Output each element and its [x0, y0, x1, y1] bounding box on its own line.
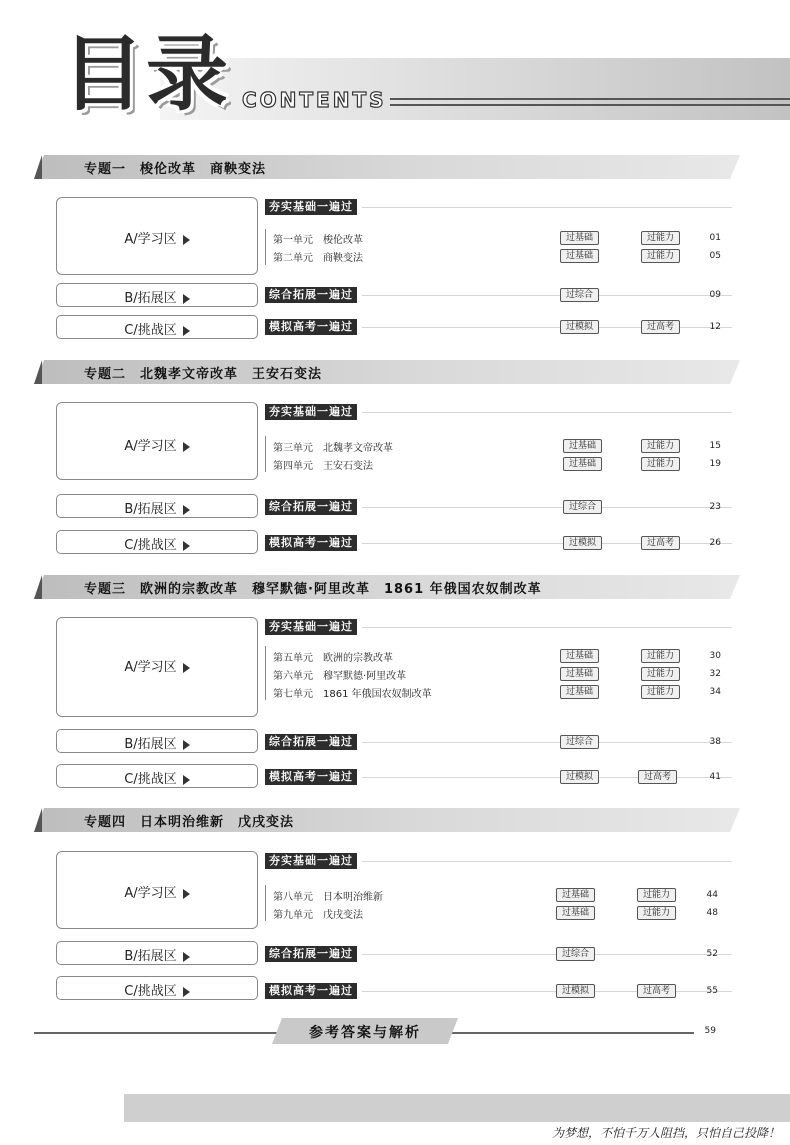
tag-foundation: 夯实基础一遍过 — [265, 404, 357, 420]
unit-bracket — [265, 885, 269, 921]
zone-label-c: C/挑战区 — [57, 768, 257, 787]
pill-nengli[interactable]: 过能力 — [641, 667, 680, 681]
tag-extension: 综合拓展一遍过 — [265, 734, 357, 750]
pill-gaokao[interactable]: 过高考 — [641, 536, 680, 550]
pill-jichu[interactable]: 过基础 — [556, 888, 595, 902]
topic-heading-2 — [34, 360, 740, 384]
unit-name[interactable]: 第二单元 商鞅变法 — [273, 253, 363, 264]
arrow-right-icon — [183, 987, 190, 997]
divider — [362, 742, 732, 743]
arrow-right-icon — [183, 442, 190, 452]
topic-title: 专题四 日本明治维新 戊戌变法 — [84, 815, 295, 830]
zone-c-box[interactable] — [56, 315, 258, 339]
zone-label-c: C/挑战区 — [57, 319, 257, 338]
page-subtitle: CONTENTS — [242, 88, 387, 112]
pill-nengli[interactable]: 过能力 — [641, 649, 680, 663]
zone-a-box[interactable] — [56, 851, 258, 929]
pill-gaokao[interactable]: 过高考 — [637, 984, 676, 998]
page-title: 目录 — [62, 27, 231, 122]
pill-jichu[interactable]: 过基础 — [560, 667, 599, 681]
page-number: 34 — [709, 687, 721, 697]
arrow-right-icon — [183, 326, 190, 336]
unit-name[interactable]: 第四单元 王安石变法 — [273, 461, 373, 472]
answers-title[interactable]: 参考答案与解析 — [309, 1025, 421, 1041]
pill-moni[interactable]: 过模拟 — [556, 984, 595, 998]
arrow-right-icon — [183, 663, 190, 673]
pill-zonghe[interactable]: 过综合 — [560, 288, 599, 302]
unit-name[interactable]: 第八单元 日本明治维新 — [273, 892, 383, 903]
tag-exam: 模拟高考一遍过 — [265, 535, 357, 551]
pill-moni[interactable]: 过模拟 — [560, 770, 599, 784]
arrow-right-icon — [183, 294, 190, 304]
header — [0, 0, 790, 130]
pill-gaokao[interactable]: 过高考 — [641, 320, 680, 334]
pill-jichu[interactable]: 过基础 — [563, 457, 602, 471]
unit-bracket — [265, 646, 269, 700]
unit-name[interactable]: 第五单元 欧洲的宗教改革 — [273, 653, 393, 664]
header-rule — [390, 104, 790, 106]
pill-nengli[interactable]: 过能力 — [641, 231, 680, 245]
footer-motto: 为梦想，不怕千万人阻挡，只怕自己投降！ — [551, 1126, 780, 1140]
pill-zonghe[interactable]: 过综合 — [560, 735, 599, 749]
header-rule — [390, 98, 790, 100]
pill-jichu[interactable]: 过基础 — [556, 906, 595, 920]
page-number: 52 — [706, 949, 718, 959]
tag-exam: 模拟高考一遍过 — [265, 319, 357, 335]
tag-foundation: 夯实基础一遍过 — [265, 619, 357, 635]
pill-moni[interactable]: 过模拟 — [563, 536, 602, 550]
page-number: 55 — [706, 986, 718, 996]
page-number: 48 — [706, 908, 718, 918]
tag-foundation: 夯实基础一遍过 — [265, 853, 357, 869]
zone-label-c: C/挑战区 — [57, 534, 257, 553]
page-number: 23 — [709, 502, 721, 512]
arrow-right-icon — [183, 775, 190, 785]
pill-zonghe[interactable]: 过综合 — [556, 947, 595, 961]
page-number: 12 — [709, 322, 721, 332]
zone-b-box[interactable] — [56, 729, 258, 753]
tag-exam: 模拟高考一遍过 — [265, 983, 357, 999]
pill-nengli[interactable]: 过能力 — [641, 457, 680, 471]
unit-bracket — [265, 436, 269, 472]
page-number: 01 — [709, 233, 721, 243]
page-number: 30 — [709, 651, 721, 661]
zone-c-box[interactable] — [56, 530, 258, 554]
topic-title: 专题二 北魏孝文帝改革 王安石变法 — [84, 367, 323, 382]
divider — [362, 954, 732, 955]
pill-jichu[interactable]: 过基础 — [560, 249, 599, 263]
arrow-right-icon — [183, 952, 190, 962]
zone-label-a: A/学习区 — [57, 656, 257, 675]
topic-title: 专题一 梭伦改革 商鞅变法 — [84, 162, 267, 177]
page-number: 09 — [709, 290, 721, 300]
zone-b-box[interactable] — [56, 283, 258, 307]
topic-heading-1 — [34, 155, 740, 179]
divider — [362, 991, 732, 992]
zone-label-b: B/拓展区 — [57, 498, 257, 517]
divider — [362, 627, 732, 628]
arrow-right-icon — [183, 740, 190, 750]
pill-nengli[interactable]: 过能力 — [641, 685, 680, 699]
zone-label-b: B/拓展区 — [57, 945, 257, 964]
zone-a-box[interactable] — [56, 402, 258, 480]
zone-b-box[interactable] — [56, 494, 258, 518]
pill-jichu[interactable]: 过基础 — [560, 649, 599, 663]
pill-jichu[interactable]: 过基础 — [563, 439, 602, 453]
tag-foundation: 夯实基础一遍过 — [265, 199, 357, 215]
unit-name[interactable]: 第一单元 梭伦改革 — [273, 235, 363, 246]
zone-b-box[interactable] — [56, 941, 258, 965]
pill-moni[interactable]: 过模拟 — [560, 320, 599, 334]
tag-extension: 综合拓展一遍过 — [265, 946, 357, 962]
page-number: 38 — [709, 737, 721, 747]
divider — [362, 412, 732, 413]
page-number: 44 — [706, 890, 718, 900]
footer-band — [124, 1094, 790, 1122]
unit-name[interactable]: 第七单元 1861 年俄国农奴制改革 — [273, 689, 432, 700]
page-number: 05 — [709, 251, 721, 261]
tag-exam: 模拟高考一遍过 — [265, 769, 357, 785]
pill-nengli[interactable]: 过能力 — [637, 888, 676, 902]
zone-label-a: A/学习区 — [57, 882, 257, 901]
pill-nengli[interactable]: 过能力 — [641, 439, 680, 453]
arrow-right-icon — [183, 235, 190, 245]
page-number: 32 — [709, 669, 721, 679]
pill-zonghe[interactable]: 过综合 — [563, 500, 602, 514]
arrow-right-icon — [183, 505, 190, 515]
page-number: 19 — [709, 459, 721, 469]
pill-jichu[interactable]: 过基础 — [560, 685, 599, 699]
zone-label-a: A/学习区 — [57, 228, 257, 247]
tag-extension: 综合拓展一遍过 — [265, 499, 357, 515]
unit-name[interactable]: 第三单元 北魏孝文帝改革 — [273, 443, 393, 454]
zone-a-box[interactable] — [56, 197, 258, 275]
topic-title: 专题三 欧洲的宗教改革 穆罕默德·阿里改革 1861 年俄国农奴制改革 — [84, 582, 542, 597]
zone-label-b: B/拓展区 — [57, 733, 257, 752]
topic-heading-3 — [34, 575, 740, 599]
divider — [362, 861, 732, 862]
zone-label-a: A/学习区 — [57, 435, 257, 454]
zone-a-box[interactable] — [56, 617, 258, 717]
topic-heading-4 — [34, 808, 740, 832]
arrow-right-icon — [183, 889, 190, 899]
page-number: 15 — [709, 441, 721, 451]
divider — [362, 207, 732, 208]
pill-nengli[interactable]: 过能力 — [641, 249, 680, 263]
zone-label-b: B/拓展区 — [57, 287, 257, 306]
divider — [362, 295, 732, 296]
zone-c-box[interactable] — [56, 976, 258, 1000]
page-number: 26 — [709, 538, 721, 548]
tag-extension: 综合拓展一遍过 — [265, 287, 357, 303]
unit-name[interactable]: 第六单元 穆罕默德·阿里改革 — [273, 671, 407, 682]
arrow-right-icon — [183, 541, 190, 551]
divider — [362, 507, 732, 508]
unit-bracket — [265, 229, 269, 265]
pill-jichu[interactable]: 过基础 — [560, 231, 599, 245]
zone-c-box[interactable] — [56, 764, 258, 788]
pill-nengli[interactable]: 过能力 — [637, 906, 676, 920]
answers-page-number: 59 — [704, 1026, 716, 1036]
unit-name[interactable]: 第九单元 戊戌变法 — [273, 910, 363, 921]
zone-label-c: C/挑战区 — [57, 980, 257, 999]
page-number: 41 — [709, 772, 721, 782]
pill-gaokao[interactable]: 过高考 — [638, 770, 677, 784]
